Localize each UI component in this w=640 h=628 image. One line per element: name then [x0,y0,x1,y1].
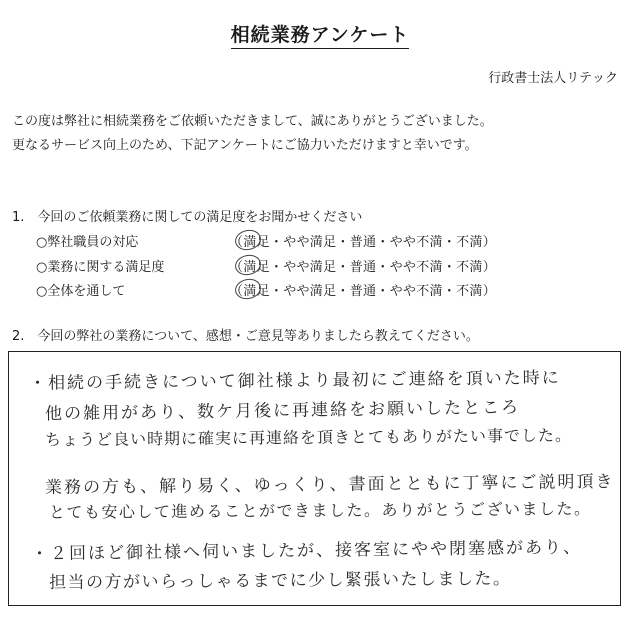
handwritten-line-7: 担当の方がいらっしゃるまでに少し緊張いたしました。 [48,568,512,594]
question-2-label: 2. 今回の弊社の業務について、感想・ご意見等ありましたら教えてください。 [12,329,479,344]
comment-box [8,351,621,606]
document-title-text: 相続業務アンケート [231,24,410,49]
rating-scale-business: （満足・やや満足・普通・やや不満・不満） [230,260,497,275]
handwritten-line-1: ・相続の手続きについて御社様より最初にご連絡を頂いた時に [28,368,561,394]
handwritten-line-4: 業務の方も、解り易く、ゆっくり、書面とともに丁寧にご説明頂き [44,472,615,498]
rating-item-staff: ○弊社職員の対応 [36,235,139,250]
rating-scale-staff: （満足・やや満足・普通・やや不満・不満） [230,235,497,250]
company-name: 行政書士法人リテック [488,71,618,86]
intro-line-1: この度は弊社に相続業務をご依頼いただきまして、誠にありがとうございました。 [12,114,493,129]
rating-item-business: ○業務に関する満足度 [36,260,165,275]
rating-item-overall: ○全体を通して [36,284,126,299]
rating-scale-overall: （満足・やや満足・普通・やや不満・不満） [230,284,497,299]
handwritten-line-6: ・２回ほど御社様へ伺いましたが、接客室にやや閉塞感があり、 [30,537,583,565]
handwritten-line-3: ちょうど良い時期に確実に再連絡を頂きとてもありがたい事でした。 [44,425,573,450]
handwritten-line-2: 他の雑用があり、数ケ月後に再連絡をお願いしたところ [44,397,521,425]
intro-line-2: 更なるサービス向上のため、下記アンケートにご協力いただけますと幸いです。 [12,138,478,153]
document-title [0,20,640,47]
question-1-label: 1. 今回のご依頼業務に関しての満足度をお聞かせください [12,210,363,225]
handwritten-line-5: とても安心して進めることができました。ありがとうございました。 [48,499,592,522]
